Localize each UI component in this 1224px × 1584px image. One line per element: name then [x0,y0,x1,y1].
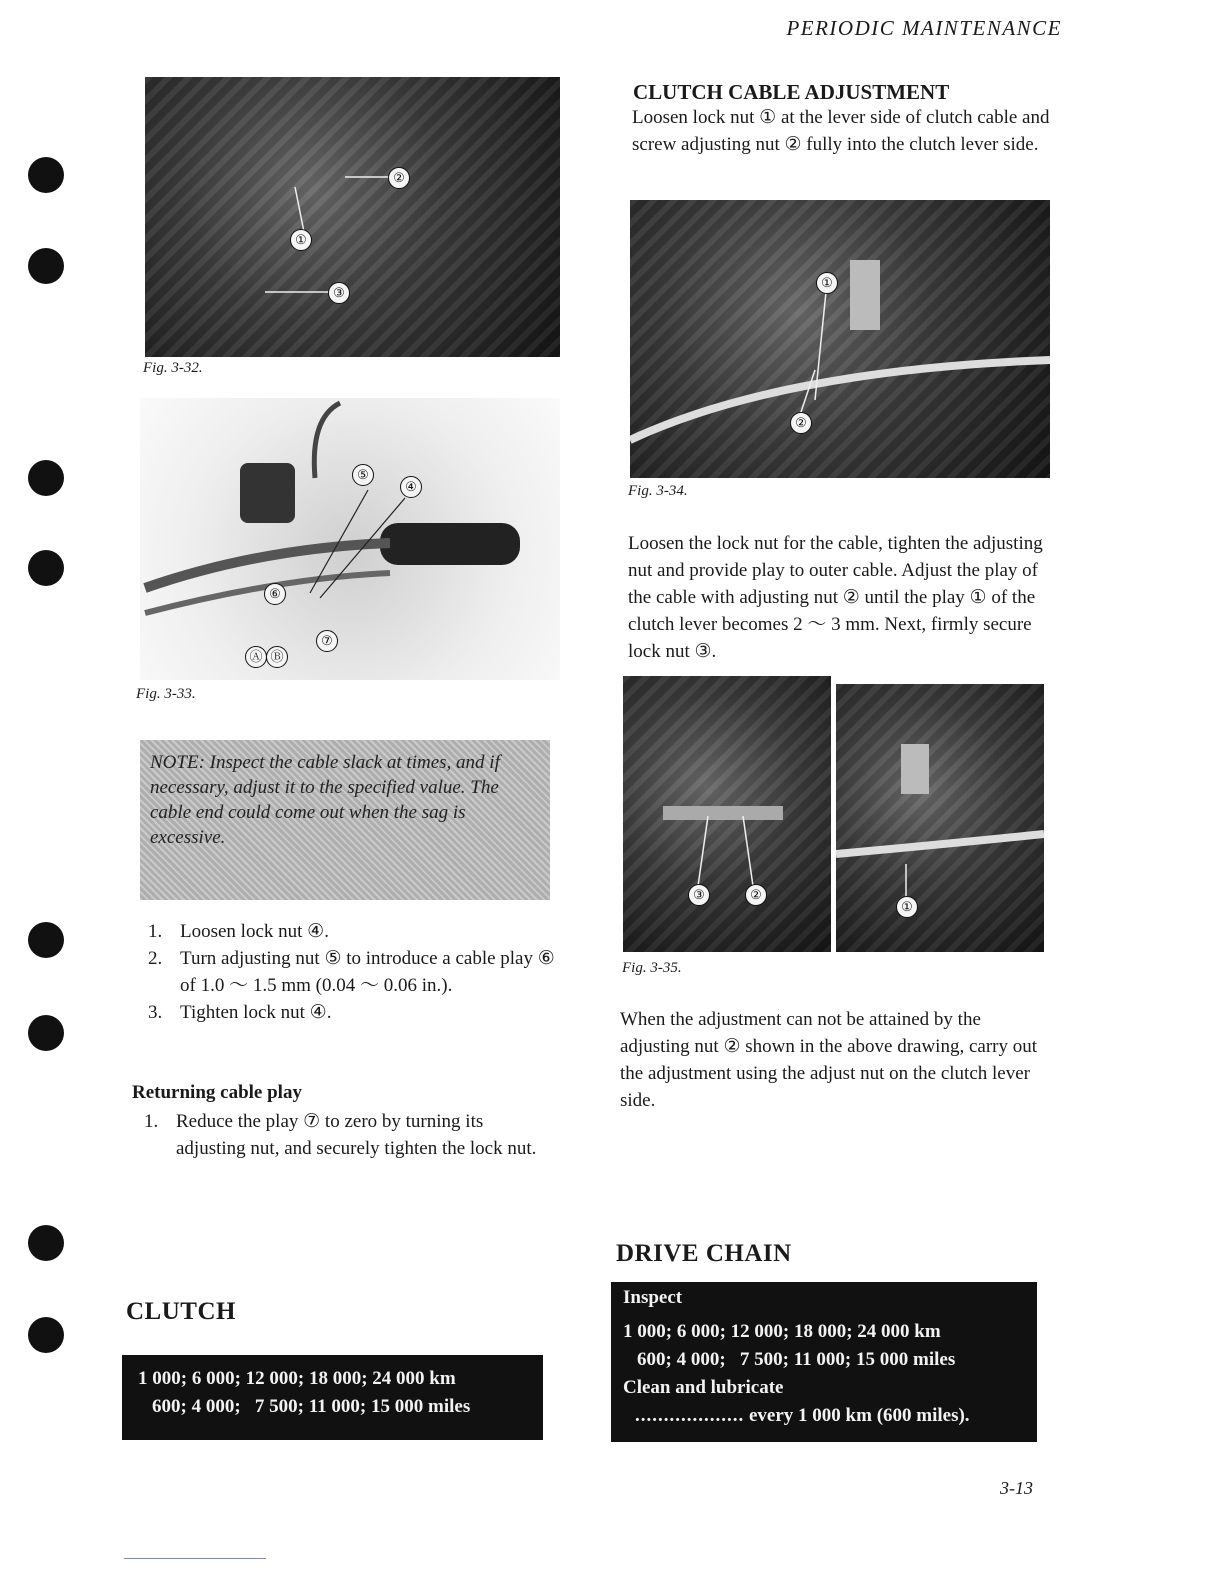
returning-steps [136,1108,551,1162]
dot-leader: ................... [635,1405,745,1426]
step-number: 1. [148,921,163,942]
callout-b: Ⓑ [266,646,288,668]
callout-6: ⑥ [264,583,286,605]
list-item [140,918,555,945]
callout-7: ⑦ [316,630,338,652]
clean-lubricate-label: Clean and lubricate [623,1377,784,1398]
binder-hole [28,157,64,193]
binder-hole [28,460,64,496]
photo-fig-3-34 [630,200,1050,478]
footer-rule [124,1558,266,1559]
clutch-interval-box [122,1355,543,1440]
leader-lines [623,676,831,952]
callout-1: ① [896,896,918,918]
page-number: 3-13 [1000,1478,1033,1498]
adjustment-steps [140,918,555,1026]
photo-fig-3-33 [140,398,560,680]
running-header: PERIODIC MAINTENANCE [786,16,1062,40]
photo-fig-3-35-right [836,684,1044,952]
step-number: 1. [144,1111,159,1132]
photo-fig-3-35-left [623,676,831,952]
callout-4: ④ [400,476,422,498]
binder-hole [28,1225,64,1261]
callout-3: ③ [328,282,350,304]
clutch-heading: CLUTCH [126,1298,236,1325]
clutch-cable-para-3: When the adjustment can not be attained by the adjusting nut ② shown in the above drawing, carry out the adjustment using the adjust nut on the clutch lever side. [620,1009,1038,1111]
callout-3: ③ [688,884,710,906]
caption-fig-3-34: Fig. 3-34. [628,483,688,499]
callout-2: ② [388,167,410,189]
callout-1: ① [816,272,838,294]
clutch-cable-para-1: Loosen lock nut ① at the lever side of clutch cable and screw adjusting nut ② fully into the clutch lever side. [632,107,1050,155]
step-text: Turn adjusting nut ⑤ to introduce a cable play ⑥ of 1.0 ～ 1.5 mm (0.04 ～ 0.06 in.). [180,948,555,996]
caption-fig-3-32: Fig. 3-32. [143,360,203,376]
step-number: 2. [148,948,163,969]
leader-lines [145,77,560,357]
returning-heading: Returning cable play [132,1082,302,1103]
photo-fig-3-32 [145,77,560,357]
list-item [140,945,555,999]
step-text: Loosen lock nut ④. [180,921,329,942]
binder-hole [28,1015,64,1051]
clutch-miles-line: 600; 4 000; 7 500; 11 000; 15 000 miles [152,1396,471,1417]
callout-a: Ⓐ [245,646,267,668]
drive-chain-miles-line: 600; 4 000; 7 500; 11 000; 15 000 miles [637,1349,956,1370]
caption-fig-3-33: Fig. 3-33. [136,686,196,702]
callout-2: ② [745,884,767,906]
step-text: Reduce the play ⑦ to zero by turning its adjusting nut, and securely tighten the lock nut. [176,1111,537,1159]
binder-hole [28,922,64,958]
leader-lines [630,200,1050,478]
binder-hole [28,1317,64,1353]
note-box: NOTE: Inspect the cable slack at times, and if necessary, adjust it to the specified value. The cable end could come out when the sag is excessive. [140,740,550,900]
drive-chain-km-line: 1 000; 6 000; 12 000; 18 000; 24 000 km [623,1321,941,1342]
callout-5: ⑤ [352,464,374,486]
caption-fig-3-35: Fig. 3-35. [622,960,682,976]
drive-chain-heading: DRIVE CHAIN [616,1240,792,1267]
callout-1: ① [290,229,312,251]
drive-chain-lube-interval [623,1402,1025,1430]
binder-hole [28,248,64,284]
clutch-cable-para-2: Loosen the lock nut for the cable, tighten the adjusting nut and provide play to outer cable. Adjust the play of the cable with adjusting nut ② until the play ① of the clutch lever becomes 2 ～ 3 mm. Next, firmly secure lock nut ③. [628,533,1043,662]
clutch-km-line: 1 000; 6 000; 12 000; 18 000; 24 000 km [138,1368,456,1389]
lube-interval-text: every 1 000 km (600 miles). [749,1405,970,1426]
step-number: 3. [148,1002,163,1023]
step-text: Tighten lock nut ④. [180,1002,332,1023]
binder-hole [28,550,64,586]
list-item [140,999,555,1026]
leader-lines [836,684,1044,952]
lever-illustration [140,398,560,680]
callout-2: ② [790,412,812,434]
inspect-label: Inspect [623,1287,683,1308]
drive-chain-interval-box [611,1282,1037,1442]
list-item [136,1108,551,1162]
clutch-cable-heading: CLUTCH CABLE ADJUSTMENT [633,80,950,104]
